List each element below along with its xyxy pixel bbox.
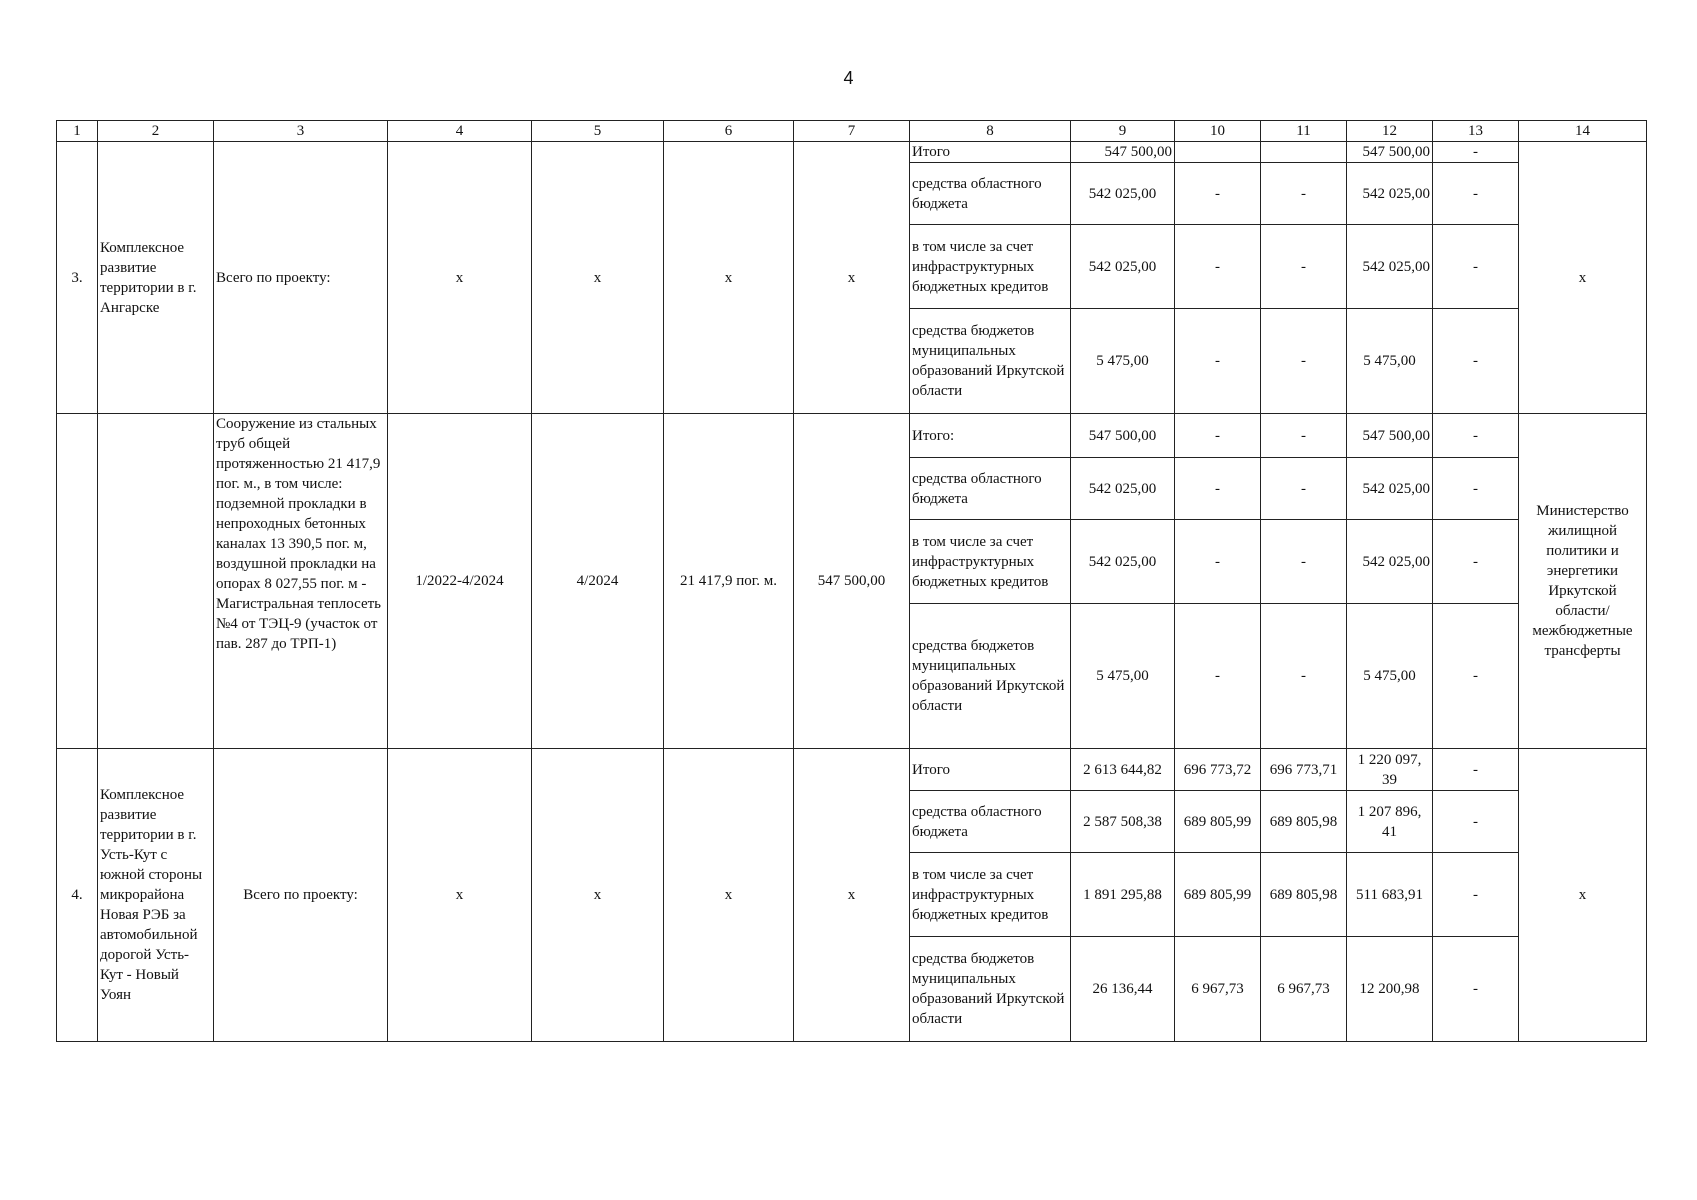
value-cell: 547 500,00 xyxy=(1071,142,1175,163)
value-cell: 12 200,98 xyxy=(1347,937,1433,1042)
capacity-cell: х xyxy=(664,749,794,1042)
value-cell: 542 025,00 xyxy=(1071,163,1175,225)
value-cell: 542 025,00 xyxy=(1071,520,1175,604)
value-cell: 542 025,00 xyxy=(1347,163,1433,225)
value-cell: 6 967,73 xyxy=(1175,937,1261,1042)
value-cell: - xyxy=(1261,458,1347,520)
column-header: 12 xyxy=(1347,121,1433,142)
value-cell: - xyxy=(1175,414,1261,458)
value-cell: 542 025,00 xyxy=(1347,458,1433,520)
section-description: Сооружение из стальных труб общей протяженностью 21 417,9 пог. м., в том числе: подземной прокладки в непроходных бетонных каналах 13 390,5 пог. м, воздушной прокладки на опорах 8 027,55 пог. м - Магистральная теплосеть №4 от ТЭЦ-9 (участок от пав. 287 до ТРП-1) xyxy=(214,414,388,749)
responsible-cell: х xyxy=(1519,142,1647,414)
value-cell: - xyxy=(1433,604,1519,749)
funding-source-label: средства бюджетов муниципальных образований Иркутской области xyxy=(910,604,1071,749)
value-cell: - xyxy=(1175,225,1261,309)
section-number xyxy=(57,414,98,749)
value-cell: 1 891 295,88 xyxy=(1071,853,1175,937)
cost-cell: х xyxy=(794,142,910,414)
value-cell: 26 136,44 xyxy=(1071,937,1175,1042)
funding-source-label: средства бюджетов муниципальных образований Иркутской области xyxy=(910,309,1071,414)
column-header: 7 xyxy=(794,121,910,142)
value-cell: 542 025,00 xyxy=(1347,225,1433,309)
completion-cell: х xyxy=(532,749,664,1042)
value-cell: 689 805,99 xyxy=(1175,853,1261,937)
column-header: 3 xyxy=(214,121,388,142)
value-cell xyxy=(1175,142,1261,163)
column-header: 4 xyxy=(388,121,532,142)
value-cell: - xyxy=(1261,225,1347,309)
value-cell: - xyxy=(1433,458,1519,520)
section-title: Комплексное развитие территории в г. Ангарске xyxy=(98,142,214,414)
value-cell: - xyxy=(1433,309,1519,414)
completion-cell: 4/2024 xyxy=(532,414,664,749)
responsible-cell: х xyxy=(1519,749,1647,1042)
value-cell: 511 683,91 xyxy=(1347,853,1433,937)
table-row xyxy=(57,414,1647,458)
column-header: 2 xyxy=(98,121,214,142)
value-cell: 5 475,00 xyxy=(1347,604,1433,749)
value-cell: 2 587 508,38 xyxy=(1071,791,1175,853)
funding-source-label: Итого xyxy=(910,142,1071,163)
value-cell xyxy=(1261,142,1347,163)
value-cell: 5 475,00 xyxy=(1071,604,1175,749)
value-cell: 689 805,98 xyxy=(1261,853,1347,937)
value-cell: 5 475,00 xyxy=(1071,309,1175,414)
column-header: 13 xyxy=(1433,121,1519,142)
capacity-cell: 21 417,9 пог. м. xyxy=(664,414,794,749)
value-cell: - xyxy=(1433,142,1519,163)
value-cell: - xyxy=(1433,749,1519,791)
value-cell: - xyxy=(1433,520,1519,604)
value-cell: 2 613 644,82 xyxy=(1071,749,1175,791)
column-header: 8 xyxy=(910,121,1071,142)
value-cell: 542 025,00 xyxy=(1071,225,1175,309)
value-cell: - xyxy=(1261,414,1347,458)
value-cell: 696 773,71 xyxy=(1261,749,1347,791)
value-cell: 1 207 896, 41 xyxy=(1347,791,1433,853)
value-cell: - xyxy=(1433,414,1519,458)
value-cell: - xyxy=(1433,853,1519,937)
section-number: 4. xyxy=(57,749,98,1042)
completion-cell: х xyxy=(532,142,664,414)
section-description: Всего по проекту: xyxy=(214,142,388,414)
column-header: 6 xyxy=(664,121,794,142)
cost-cell: х xyxy=(794,749,910,1042)
funding-source-label: в том числе за счет инфраструктурных бюджетных кредитов xyxy=(910,225,1071,309)
value-cell: - xyxy=(1175,309,1261,414)
value-cell: 547 500,00 xyxy=(1071,414,1175,458)
value-cell: - xyxy=(1175,520,1261,604)
funding-source-label: средства бюджетов муниципальных образований Иркутской области xyxy=(910,937,1071,1042)
section-number: 3. xyxy=(57,142,98,414)
funding-source-label: средства областного бюджета xyxy=(910,163,1071,225)
table-row xyxy=(57,142,1647,163)
value-cell: 696 773,72 xyxy=(1175,749,1261,791)
value-cell: 689 805,98 xyxy=(1261,791,1347,853)
value-cell: 6 967,73 xyxy=(1261,937,1347,1042)
period-cell: х xyxy=(388,749,532,1042)
value-cell: - xyxy=(1433,937,1519,1042)
value-cell: - xyxy=(1261,520,1347,604)
funding-source-label: в том числе за счет инфраструктурных бюджетных кредитов xyxy=(910,520,1071,604)
value-cell: - xyxy=(1175,458,1261,520)
cost-cell: 547 500,00 xyxy=(794,414,910,749)
header-row xyxy=(57,121,1647,142)
value-cell: - xyxy=(1433,163,1519,225)
value-cell: - xyxy=(1433,791,1519,853)
section-title: Комплексное развитие территории в г. Усть-Кут с южной стороны микрорайона Новая РЭБ за автомобильной дорогой Усть-Кут - Новый Уоян xyxy=(98,749,214,1042)
section-title xyxy=(98,414,214,749)
budget-table xyxy=(56,120,1647,1042)
value-cell: 542 025,00 xyxy=(1071,458,1175,520)
responsible-cell: Министерство жилищной политики и энергетики Иркутской области/ межбюджетные трансферты xyxy=(1519,414,1647,749)
period-cell: х xyxy=(388,142,532,414)
value-cell: 5 475,00 xyxy=(1347,309,1433,414)
value-cell: - xyxy=(1261,309,1347,414)
value-cell: - xyxy=(1433,225,1519,309)
column-header: 10 xyxy=(1175,121,1261,142)
column-header: 5 xyxy=(532,121,664,142)
value-cell: - xyxy=(1175,163,1261,225)
funding-source-label: Итого: xyxy=(910,414,1071,458)
section-description: Всего по проекту: xyxy=(214,749,388,1042)
funding-source-label: средства областного бюджета xyxy=(910,791,1071,853)
funding-source-label: средства областного бюджета xyxy=(910,458,1071,520)
value-cell: 547 500,00 xyxy=(1347,414,1433,458)
page-number: 4 xyxy=(843,68,854,88)
funding-source-label: Итого xyxy=(910,749,1071,791)
period-cell: 1/2022-4/2024 xyxy=(388,414,532,749)
column-header: 11 xyxy=(1261,121,1347,142)
value-cell: - xyxy=(1175,604,1261,749)
capacity-cell: х xyxy=(664,142,794,414)
funding-source-label: в том числе за счет инфраструктурных бюджетных кредитов xyxy=(910,853,1071,937)
value-cell: - xyxy=(1261,163,1347,225)
table-row xyxy=(57,749,1647,791)
column-header: 9 xyxy=(1071,121,1175,142)
value-cell: 689 805,99 xyxy=(1175,791,1261,853)
value-cell: - xyxy=(1261,604,1347,749)
value-cell: 542 025,00 xyxy=(1347,520,1433,604)
value-cell: 547 500,00 xyxy=(1347,142,1433,163)
value-cell: 1 220 097, 39 xyxy=(1347,749,1433,791)
column-header: 1 xyxy=(57,121,98,142)
column-header: 14 xyxy=(1519,121,1647,142)
